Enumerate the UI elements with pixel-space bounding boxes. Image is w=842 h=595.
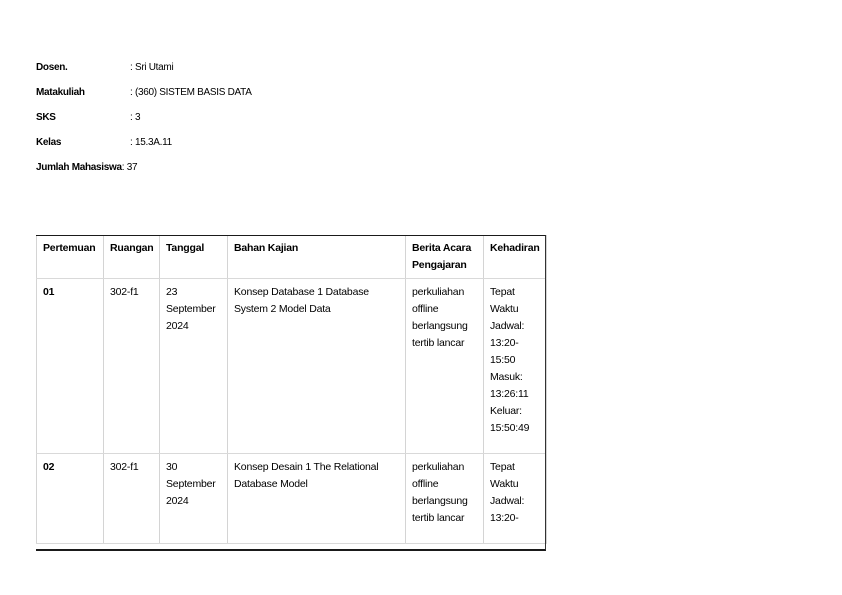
header-pertemuan: Pertemuan (37, 235, 104, 279)
cell-bahan-kajian: Konsep Desain 1 The Relational Database Model (228, 454, 406, 544)
info-label: Kelas (36, 137, 62, 148)
table-header-row (37, 235, 547, 279)
cell-pertemuan: 01 (37, 279, 104, 454)
cell-berita-acara: perkuliahan offline berlangsung tertib lancar (406, 454, 484, 544)
cell-kehadiran: Tepat Waktu Jadwal: 13:20-15:50 Masuk: 13:26:11 Keluar: 15:50:49 (484, 279, 547, 454)
table-row (37, 279, 547, 454)
header-bahan-kajian: Bahan Kajian (228, 235, 406, 279)
info-value: : Sri Utami (130, 62, 174, 73)
header-kehadiran: Kehadiran (484, 235, 547, 279)
header-ruangan: Ruangan (104, 235, 160, 279)
cell-ruangan: 302-f1 (104, 454, 160, 544)
info-value: : 37 (121, 162, 138, 173)
cell-kehadiran: Tepat Waktu Jadwal: 13:20- (484, 454, 547, 544)
info-value: : 15.3A.11 (130, 137, 172, 148)
header-berita-acara: Berita Acara Pengajaran (406, 235, 484, 279)
cell-tanggal: 23 September 2024 (160, 279, 228, 454)
cell-tanggal: 30 September 2024 (160, 454, 228, 544)
table-row (37, 454, 547, 544)
cell-pertemuan: 02 (37, 454, 104, 544)
cell-bahan-kajian: Konsep Database 1 Database System 2 Model Data (228, 279, 406, 454)
info-label: Matakuliah (36, 87, 85, 98)
info-label: SKS (36, 112, 56, 123)
info-label: Jumlah Mahasiswa (36, 162, 122, 173)
info-label: Dosen. (36, 62, 68, 73)
cell-ruangan: 302-f1 (104, 279, 160, 454)
info-value: : 3 (130, 112, 141, 123)
cell-berita-acara: perkuliahan offline berlangsung tertib lancar (406, 279, 484, 454)
attendance-table (36, 235, 547, 544)
info-value: : (360) SISTEM BASIS DATA (130, 87, 252, 98)
header-tanggal: Tanggal (160, 235, 228, 279)
